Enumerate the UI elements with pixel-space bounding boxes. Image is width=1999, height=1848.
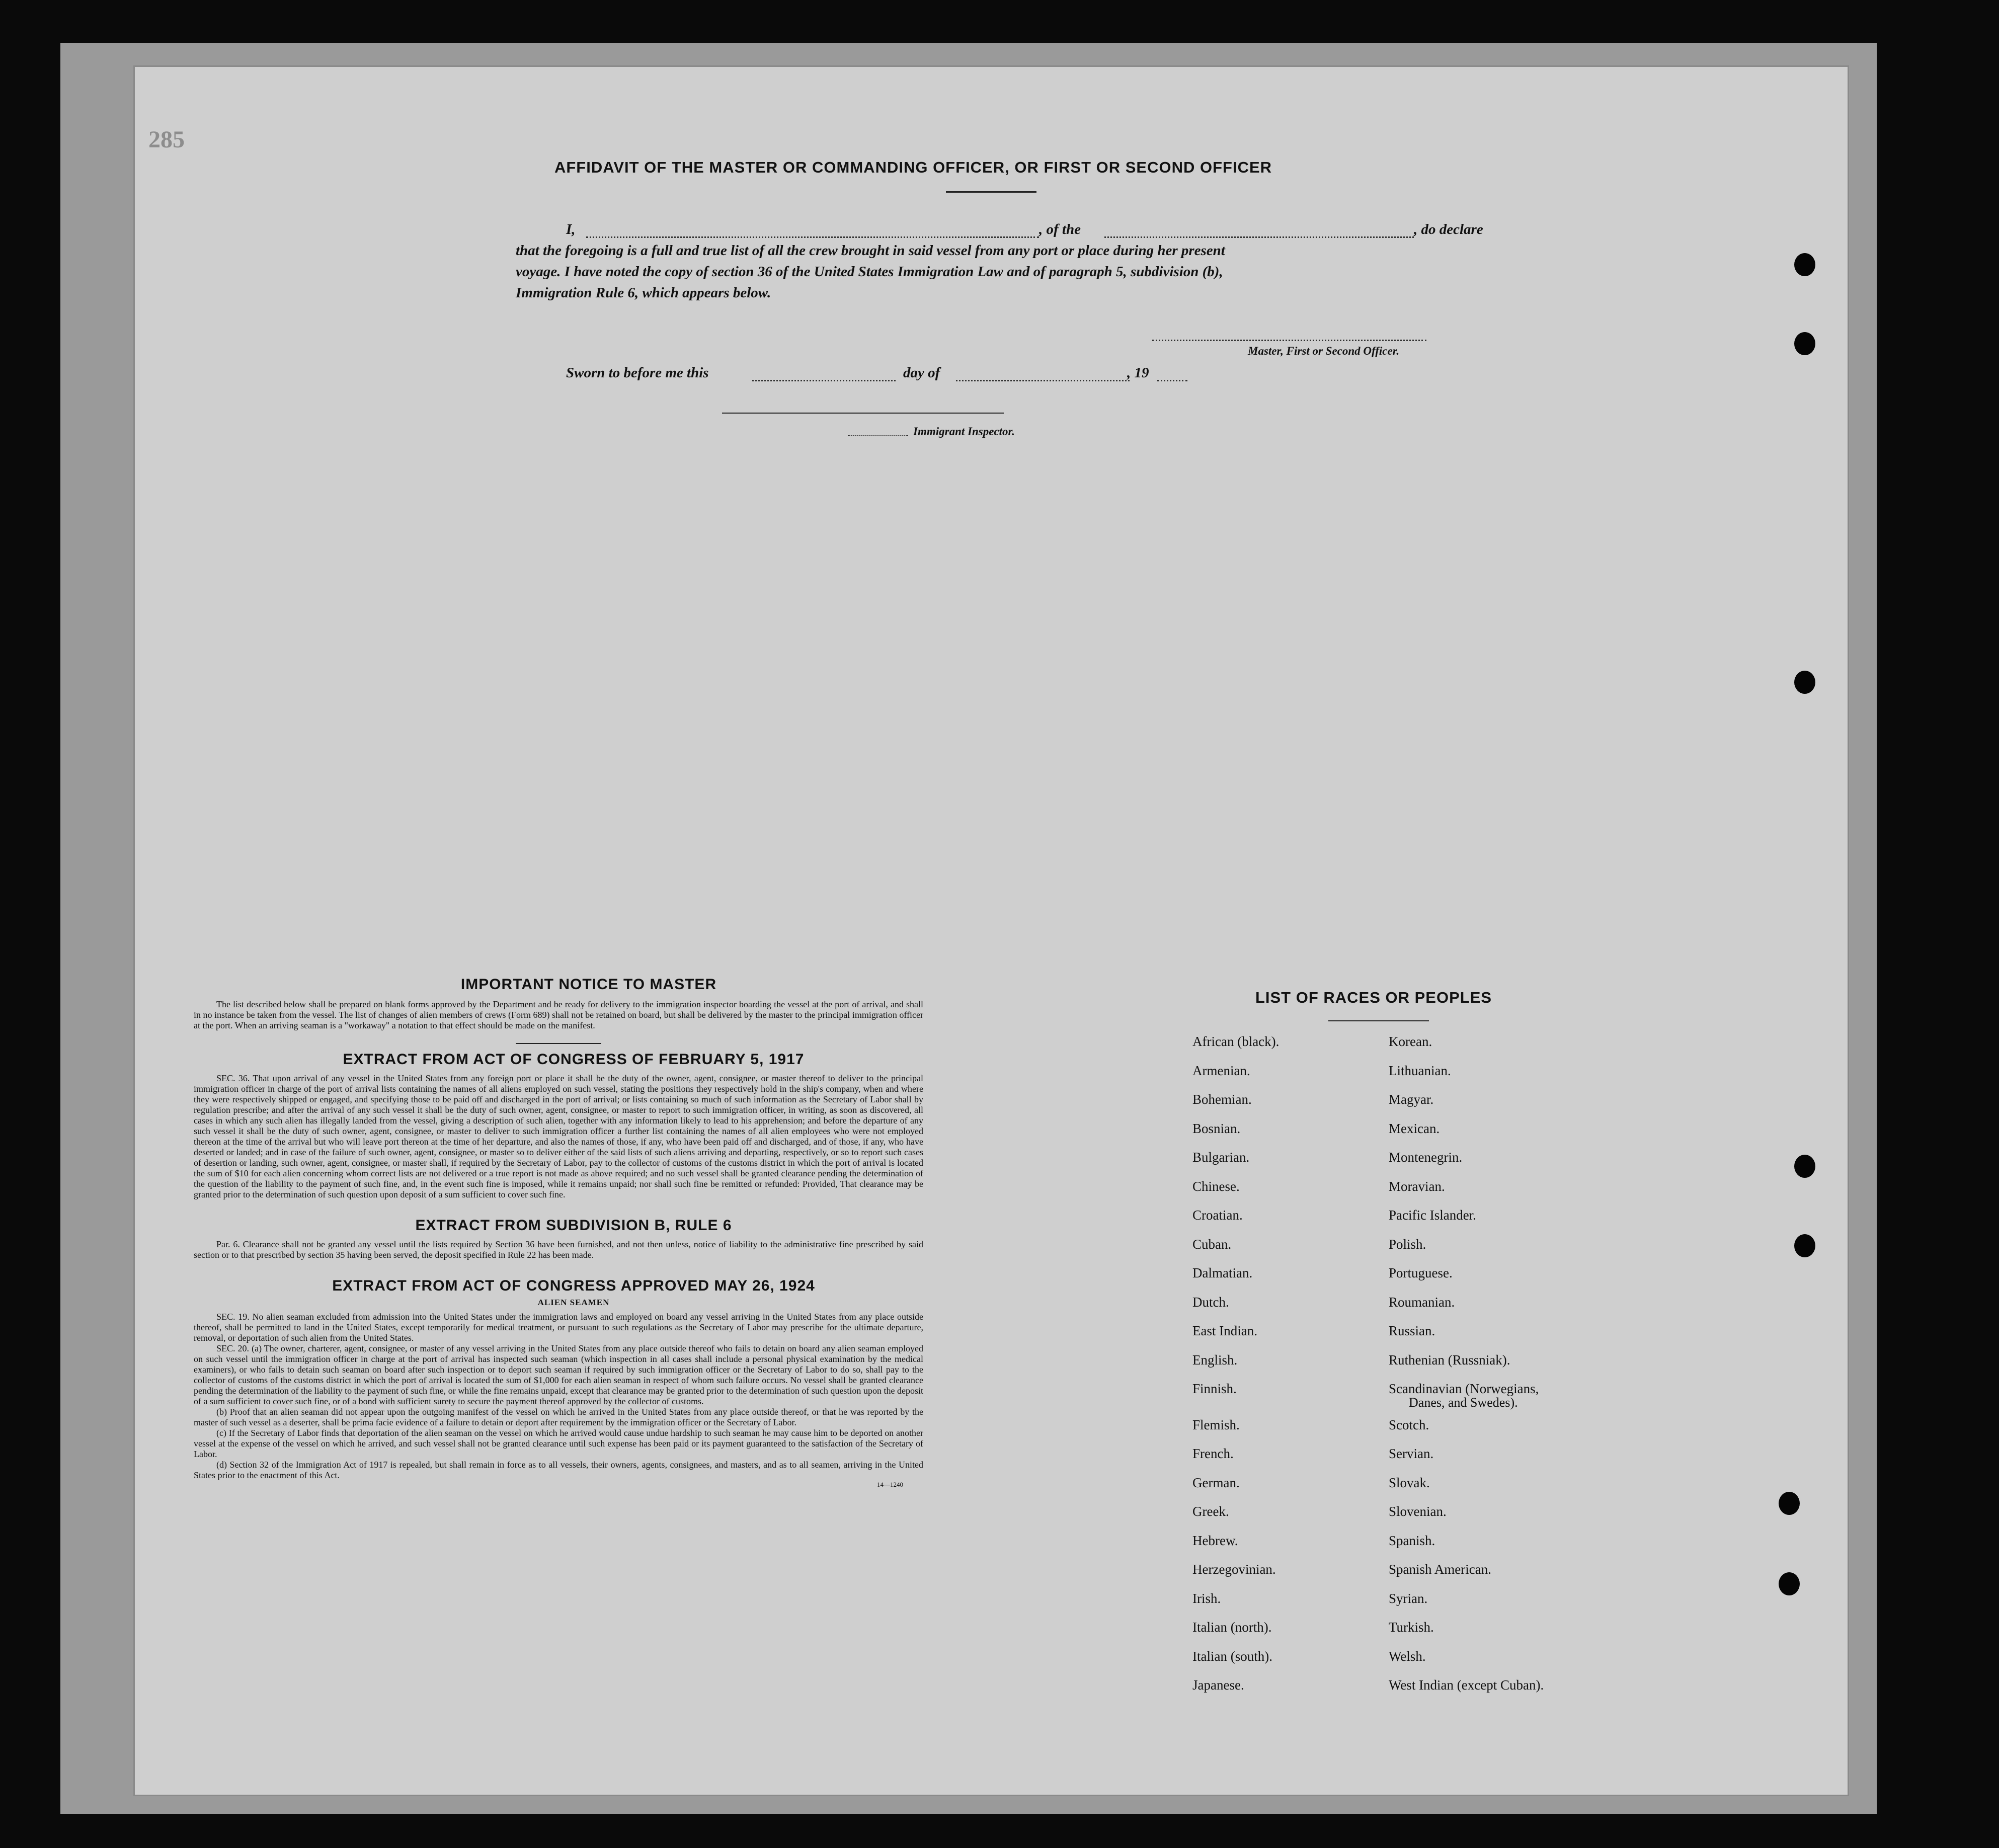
race-item: Welsh.: [1389, 1649, 1426, 1664]
inspector-rule: [722, 413, 1004, 414]
year-blank: [1157, 380, 1187, 381]
title-underline: [946, 191, 1036, 193]
extract-1924-sec20d: (d) Section 32 of the Immigration Act of 1917 is repealed, but shall remain in force as to all vessels, their owners, agents, consignees, and masters, and as to all seamen, arriving in the United States prior to the enactment of this Act.: [194, 1460, 923, 1480]
race-item: Spanish American.: [1389, 1562, 1491, 1577]
race-item: Turkish.: [1389, 1620, 1434, 1635]
notice-divider: [516, 1043, 601, 1044]
left-column: [194, 976, 923, 1489]
notice-text: The list described below shall be prepared on blank forms approved by the Department and be ready for delivery to the immigration inspector boarding the vessel at the port of arrival, and shall in no instance be taken from the vessel. The list of changes of alien members of crews (Form 689) shall not be retained on board, but shall be delivered by the master to the principal immigration officer at the port. When an arriving seaman is a "workaway" a notation to that effect should be made on the manifest.: [194, 999, 923, 1030]
race-item: Slovak.: [1389, 1475, 1430, 1490]
extract-1924-title: EXTRACT FROM ACT OF CONGRESS APPROVED MAY 26, 1924: [332, 1277, 815, 1294]
affidavit-of-the: , of the: [1039, 221, 1081, 237]
race-item: Italian (north).: [1192, 1620, 1272, 1635]
affidavit-i: I,: [566, 221, 576, 237]
race-item: Italian (south).: [1192, 1649, 1272, 1664]
notice-title: IMPORTANT NOTICE TO MASTER: [460, 976, 717, 993]
page-number: 285: [148, 126, 185, 153]
race-item: Polish.: [1389, 1237, 1426, 1252]
race-scandinavian-continued: Danes, and Swedes).: [1409, 1395, 1518, 1410]
sworn-text: Sworn to before me this: [566, 365, 709, 381]
punch-hole: [1779, 1572, 1800, 1595]
affidavit-line2: that the foregoing is a full and true list of all the crew brought in said vessel from any port or place during her present: [516, 243, 1225, 259]
race-item: Slovenian.: [1389, 1504, 1447, 1519]
race-item: Spanish.: [1389, 1533, 1435, 1548]
sworn-day-blank: [752, 380, 896, 381]
race-item: Irish.: [1192, 1591, 1221, 1606]
master-signature-label: Master, First or Second Officer.: [1248, 345, 1400, 357]
race-item: Dutch.: [1192, 1295, 1229, 1310]
punch-hole: [1779, 1492, 1800, 1515]
race-item: Servian.: [1389, 1446, 1434, 1461]
sworn-month-blank: [956, 380, 1130, 381]
inspector-dots: [848, 435, 908, 436]
punch-hole: [1794, 1234, 1815, 1257]
day-of-text: day of: [903, 365, 940, 381]
race-item: Bosnian.: [1192, 1121, 1241, 1136]
alien-seamen-heading: ALIEN SEAMEN: [537, 1298, 610, 1307]
affidavit-do-declare: , do declare: [1414, 221, 1483, 237]
race-item: Hebrew.: [1192, 1533, 1238, 1548]
race-item: West Indian (except Cuban).: [1389, 1677, 1544, 1693]
form-number: 14—1240: [877, 1481, 903, 1488]
race-item: Moravian.: [1389, 1179, 1445, 1194]
affidavit-line3: voyage. I have noted the copy of section 36 of the United States Immigration Law and of paragraph 5, subdivision (b),: [516, 264, 1223, 280]
race-item: Croatian.: [1192, 1208, 1243, 1223]
vessel-blank: [1104, 236, 1414, 238]
race-item: German.: [1192, 1475, 1240, 1490]
punch-hole: [1794, 1155, 1815, 1178]
race-item: Cuban.: [1192, 1237, 1232, 1252]
extract-1924-sec20b: (b) Proof that an alien seaman did not appear upon the outgoing manifest of the vessel on which he arrived in the United States from any place outside thereof, or that he was reported by the master of such vessel as a deserter, shall be prima facie evidence of a failure to detain or deport after requirement by the immigration officer or the Secretary of Labor.: [194, 1407, 923, 1427]
race-item: Russian.: [1389, 1323, 1435, 1338]
extract-1924-sec19: SEC. 19. No alien seaman excluded from admission into the United States under the immigration laws and employed on board any vessel arriving in the United States from any place outside thereof, shall be permitted to land in the United States, except temporarily for medical treatment, or pursuant to such regulations as the Secretary of Labor may prescribe for the ultimate departure, removal, or deportation of such alien from the United States.: [194, 1312, 923, 1343]
extract-rule6-title: EXTRACT FROM SUBDIVISION B, RULE 6: [415, 1217, 732, 1234]
race-item: Japanese.: [1192, 1677, 1244, 1693]
extract-1917-text: SEC. 36. That upon arrival of any vessel in the United States from any foreign port or place it shall be the duty of the owner, agent, consignee, or master thereof to deliver to the principal immigration officer in charge of the port of arrival lists containing the names of all aliens employed on such vessel, stating the positions they respectively hold in the ship's company, when and where they were respectively shipped or engaged, and specifying those to be paid off and discharged in the port of arrival; or lists containing so much of such information as the Secretary of Labor shall by regulation prescribe; and after the arrival of any such vessel it shall be the duty of such owner, agent, consignee, or master to report to such immigration officer, in writing, as soon as discovered, all cases in which any such alien has illegally landed from the vessel, giving a description of such alien, together with any information likely to lead to his apprehension; and before the departure of any such vessel it shall be the duty of such owner, agent, consignee, or master to deliver to such immigration officer a further list containing the names of all alien employees who were not employed thereon at the time of the arrival but who will leave port thereon at the time of her departure, and also the names of those, if any, who have been paid off and discharged, and of those, if any, who have deserted or landed; and in case of the failure of such owner, agent, consignee, or master so to deliver either of the said lists of such aliens arriving and departing, respectively, or so to report such cases of desertion or landing, such owner, agent, consignee, or master shall, if required by the Secretary of Labor, pay to the collector of customs of the customs district in which the port of arrival is located the sum of $10 for each alien concerning whom correct lists are not delivered or a true report is not made as above required; and no such vessel shall be granted clearance pending the determination of the question of the liability to the payment of such fine, and, in the event such fine is imposed, while it remains unpaid; nor shall such fine be remitted or refunded: Provided, That clearance may be granted prior to the determination of such question upon deposit of a sum sufficient to cover such fine.: [194, 1073, 923, 1199]
race-item: Montenegrin.: [1389, 1150, 1463, 1165]
race-item: Korean.: [1389, 1034, 1432, 1049]
punch-hole: [1794, 671, 1815, 694]
races-underline: [1328, 1020, 1429, 1021]
race-item: Chinese.: [1192, 1179, 1240, 1194]
race-item: Scotch.: [1389, 1417, 1429, 1432]
master-signature-line: [1152, 340, 1426, 341]
race-item: French.: [1192, 1446, 1234, 1461]
race-item: Bulgarian.: [1192, 1150, 1250, 1165]
extract-1924-sec20c: (c) If the Secretary of Labor finds that deportation of the alien seaman on the vessel on which he arrived would cause undue hardship to such seaman he may cause him to be deported on another vessel at the expense of the vessel on which he arrived, and such vessel shall not be granted clearance until such expense has been paid or its payment guaranteed to the satisfaction of the Secretary of Labor.: [194, 1428, 923, 1459]
race-item: Magyar.: [1389, 1092, 1434, 1107]
affidavit-line4: Immigration Rule 6, which appears below.: [516, 285, 771, 301]
race-item: Dalmatian.: [1192, 1265, 1253, 1280]
punch-hole: [1794, 332, 1815, 355]
race-item: Bohemian.: [1192, 1092, 1252, 1107]
affidavit-title: AFFIDAVIT OF THE MASTER OR COMMANDING OFFICER, OR FIRST OR SECOND OFFICER: [554, 158, 1272, 176]
race-item: Syrian.: [1389, 1591, 1428, 1606]
race-item: Pacific Islander.: [1389, 1208, 1476, 1223]
extract-rule6-text: Par. 6. Clearance shall not be granted any vessel until the lists required by Section 36 have been furnished, and not then unless, notice of liability to the administrative fine prescribed by said section or to that prescribed by section 35 having been served, the deposit specified in Rule 22 has been made.: [194, 1239, 923, 1260]
punch-hole: [1794, 253, 1815, 276]
race-item: Lithuanian.: [1389, 1063, 1451, 1078]
race-item: Roumanian.: [1389, 1295, 1455, 1310]
race-item: Portuguese.: [1389, 1265, 1453, 1280]
race-item: English.: [1192, 1352, 1238, 1368]
form-sheet: [133, 65, 1849, 1796]
race-item: Scandinavian (Norwegians,: [1389, 1381, 1539, 1396]
race-item: Herzegovinian.: [1192, 1562, 1276, 1577]
race-item: Greek.: [1192, 1504, 1229, 1519]
race-item: Ruthenian (Russniak).: [1389, 1352, 1510, 1368]
race-item: Flemish.: [1192, 1417, 1240, 1432]
races-title: LIST OF RACES OR PEOPLES: [1255, 989, 1492, 1006]
name-blank: [586, 236, 1039, 238]
race-item: Armenian.: [1192, 1063, 1250, 1078]
race-item: Finnish.: [1192, 1381, 1237, 1396]
inspector-label: Immigrant Inspector.: [913, 425, 1015, 438]
race-item: African (black).: [1192, 1034, 1280, 1049]
year-text: , 19: [1127, 365, 1149, 381]
extract-1924-sec20a: SEC. 20. (a) The owner, charterer, agent, consignee, or master of any vessel arriving in the United States from any place outside thereof who fails to detain on board any alien seaman employed on such vessel until the immigration officer in charge at the port of arrival has inspected such seaman (which inspection in all cases shall include a personal physical examination by the medical examiners), or who fails to detain such seaman on board after such inspection or to deport such seaman if required by such immigration officer or the Secretary of Labor to do so, shall pay to the collector of customs of the customs district in which the port of arrival is located the sum of $1,000 for each alien seaman in respect of whom such failure occurs. No vessel shall be granted clearance pending the determination of the liability to the payment of such fine, or while the fine remains unpaid, except that clearance may be granted prior to the determination of such question upon the deposit of a sum sufficient to cover such fine, or of a bond with sufficient surety to secure the payment thereof approved by the collector of customs.: [194, 1343, 923, 1406]
race-item: Mexican.: [1389, 1121, 1440, 1136]
race-item: East Indian.: [1192, 1323, 1257, 1338]
extract-1917-title: EXTRACT FROM ACT OF CONGRESS OF FEBRUARY 5, 1917: [343, 1051, 805, 1068]
